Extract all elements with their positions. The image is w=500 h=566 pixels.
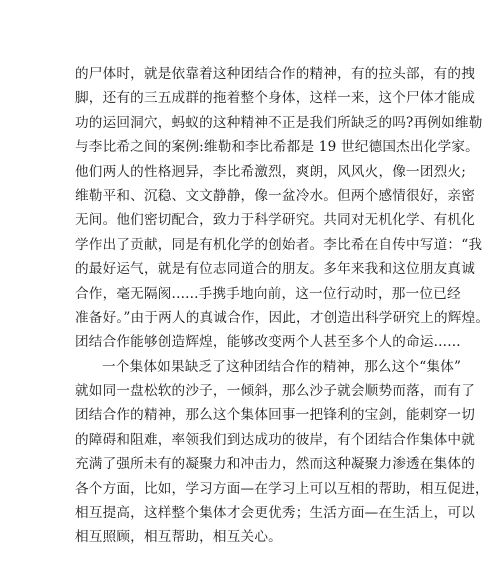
text-line: 的最好运气，就是有位志同道合的朋友。多年来我和这位朋友真诚 <box>75 261 476 278</box>
text-line: 脚，还有的三五成群的拖着整个身体，这样一来，这个尸体才能成 <box>75 90 476 107</box>
paragraph-start-line: 一个集体如果缺乏了这种团结合作的精神，那么这个“集体” <box>102 358 462 375</box>
text-line: 无间。他们密切配合，致力于科学研究。共同对无机化学、有机化 <box>75 212 476 229</box>
text-line: 他们两人的性格迥异，李比希激烈，爽朗，风风火，像一团烈火; <box>75 163 467 180</box>
text-line: 就如同一盘松软的沙子，一倾斜，那么沙子就会顺势而落，而有了 <box>75 383 476 400</box>
text-line: 学作出了贡献，同是有机化学的创始者。李比希在自传中写道：“我 <box>75 236 483 253</box>
text-line: 团结合作能够创造辉煌，能够改变两个人甚至多个人的命运...... <box>75 334 461 351</box>
text-line: 功的运回洞穴，蚂蚁的这种精神不正是我们所缺乏的吗?再例如维勒 <box>75 114 483 131</box>
text-line: 充满了强所未有的凝聚力和冲击力，然而这种凝聚力渗透在集体的 <box>75 456 476 473</box>
text-line: 与李比希之间的案例:维勒和李比希都是 19 世纪德国杰出化学家。 <box>75 139 479 156</box>
body-text <box>75 62 490 550</box>
text-line: 合作，毫无隔阂......手携手地向前，这一位行动时，那一位已经 <box>75 285 461 302</box>
text-line: 团结合作的精神，那么这个集体回事一把锋利的宝剑，能刺穿一切 <box>75 407 476 424</box>
text-line: 准备好。”由于两人的真诚合作，因此，才创造出科学研究上的辉煌。 <box>75 309 490 326</box>
text-line: 的尸体时，就是依靠着这种团结合作的精神，有的拉头部，有的拽 <box>75 66 476 82</box>
text-line: 各个方面，比如，学习方面—在学习上可以互相的帮助，相互促进， <box>75 480 489 497</box>
text-line: 相互提高，这样整个集体才会更优秀；生活方面—在生活上，可以 <box>75 505 476 522</box>
text-line: 的障碍和阻难，率领我们到达成功的彼岸，有个团结合作集体中就 <box>75 431 476 448</box>
text-line: 维勒平和、沉稳、文文静静，像一盆冷水。但两个感情很好，亲密 <box>75 187 476 204</box>
text-line: 相互照顾，相互帮助，相互关心。 <box>75 529 282 546</box>
